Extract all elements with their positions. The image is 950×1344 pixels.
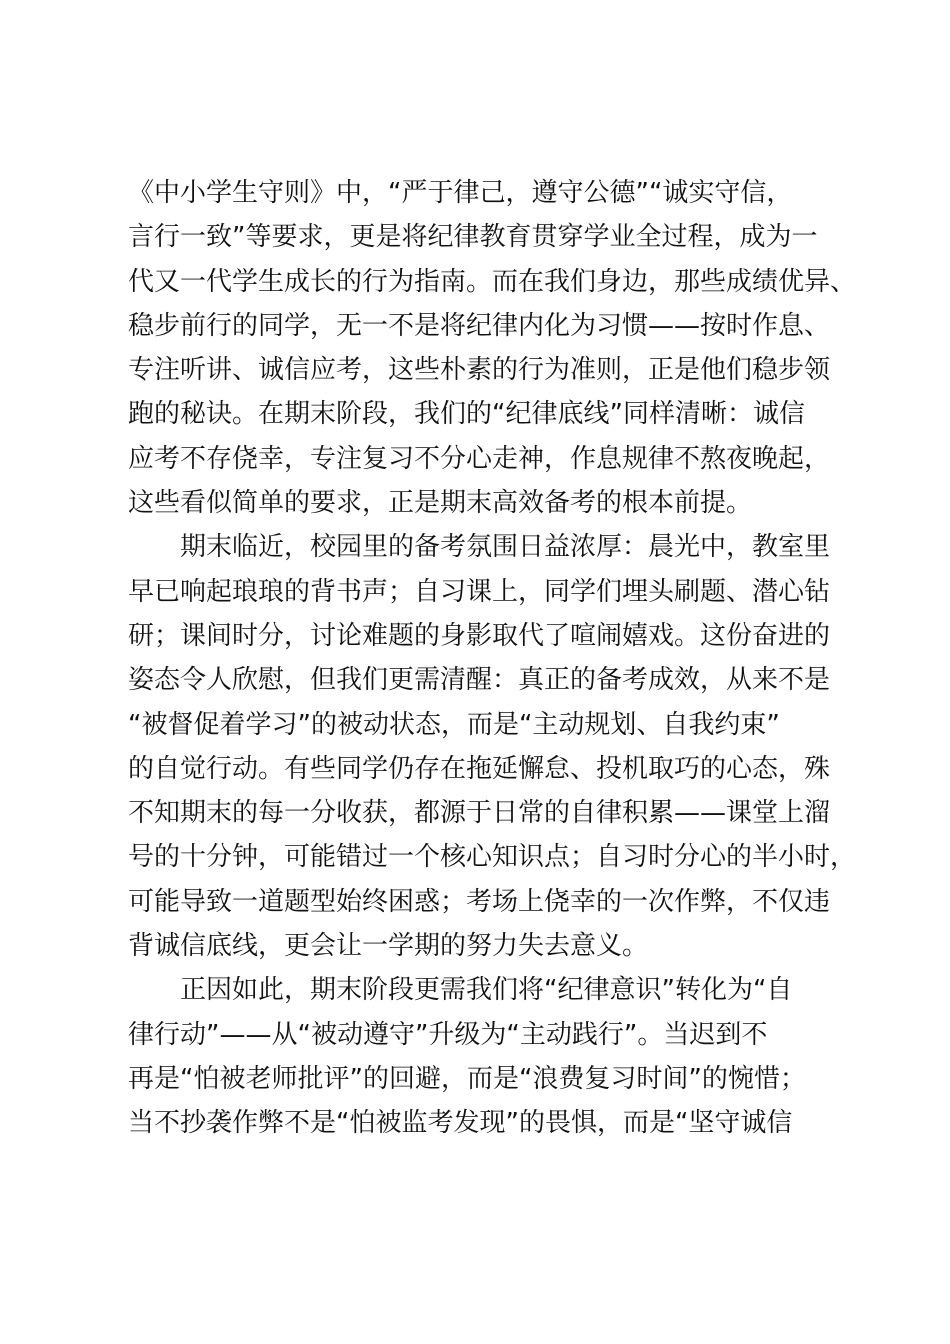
paragraph-2-line-8: 号的十分钟，可能错过一个核心知识点；自习时分心的半小时， bbox=[128, 842, 857, 873]
paragraph-2-line-7: 不知期末的每一分收获，都源于日常的自律积累——课堂上溜 bbox=[128, 798, 831, 829]
paragraph-1-line-8: 这些看似简单的要求，正是期末高效备考的根本前提。 bbox=[128, 488, 753, 519]
paragraph-1-line-7: 应考不存侥幸，专注复习不分心走神，作息规律不熬夜晚起， bbox=[128, 443, 831, 474]
paragraph-3-line-4: 当不抄袭作弊不是“怕被监考发现”的畏惧，而是“坚守诚信 bbox=[128, 1108, 793, 1139]
paragraph-2-line-3: 研；课间时分，讨论难题的身影取代了喧闹嬉戏。这份奋进的 bbox=[128, 620, 831, 651]
paragraph-3-line-1: 正因如此，期末阶段更需我们将“纪律意识”转化为“自 bbox=[180, 975, 793, 1006]
paragraph-1-line-1: 《中小学生守则》中，“严于律己，遵守公德”“诚实守信， bbox=[128, 178, 793, 208]
paragraph-2-line-6: 的自觉行动。有些同学仍存在拖延懈怠、投机取巧的心态，殊 bbox=[128, 753, 831, 784]
paragraph-1-line-6: 跑的秘诀。在期末阶段，我们的“纪律底线”同样清晰：诚信 bbox=[128, 399, 805, 430]
paragraph-2-line-2: 早已响起琅琅的背书声；自习课上，同学们埋头刷题、潜心钻 bbox=[128, 576, 831, 607]
paragraph-2-line-1: 期末临近，校园里的备考氛围日益浓厚：晨光中，教室里 bbox=[180, 532, 831, 563]
paragraph-3-line-2: 律行动”——从“被动遵守”升级为“主动践行”。当迟到不 bbox=[128, 1019, 768, 1050]
paragraph-1-line-3: 代又一代学生成长的行为指南。而在我们身边，那些成绩优异、 bbox=[128, 266, 857, 297]
paragraph-2-line-5: “被督促着学习”的被动状态，而是“主动规划、自我约束” bbox=[128, 709, 780, 740]
body-text bbox=[128, 171, 868, 1146]
paragraph-2-line-10: 背诚信底线，更会让一学期的努力失去意义。 bbox=[128, 931, 649, 962]
paragraph-2-line-4: 姿态令人欣慰，但我们更需清醒：真正的备考成效，从来不是 bbox=[128, 665, 831, 696]
paragraph-3-line-3: 再是“怕被老师批评”的回避，而是“浪费复习时间”的惋惜； bbox=[128, 1063, 806, 1094]
paragraph-1-line-4: 稳步前行的同学，无一不是将纪律内化为习惯——按时作息、 bbox=[128, 310, 831, 341]
paragraph-2-line-9: 可能导致一道题型始终困惑；考场上侥幸的一次作弊，不仅违 bbox=[128, 886, 831, 917]
paragraph-1-line-2: 言行一致”等要求，更是将纪律教育贯穿学业全过程，成为一 bbox=[128, 222, 818, 253]
paragraph-1-line-5: 专注听讲、诚信应考，这些朴素的行为准则，正是他们稳步领 bbox=[128, 355, 831, 386]
